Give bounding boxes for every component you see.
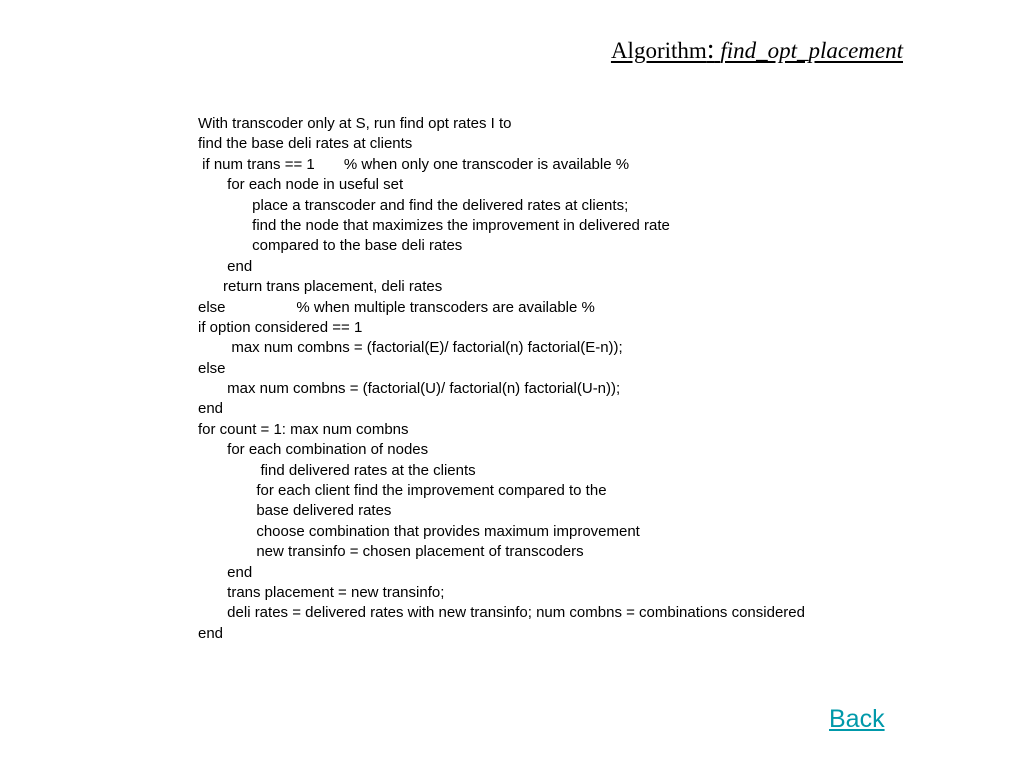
algorithm-line: max num combns = (factorial(E)/ factorial(n) factorial(E-n));	[198, 339, 623, 357]
algorithm-line: for each node in useful set	[198, 176, 404, 194]
algorithm-line: else	[198, 359, 226, 377]
algorithm-line: find the base deli rates at clients	[198, 135, 413, 153]
title-colon: :	[706, 34, 715, 65]
title-algorithm-name: find_opt_placement	[720, 38, 903, 63]
algorithm-line: choose combination that provides maximum improvement	[198, 522, 640, 540]
algorithm-line: new transinfo = chosen placement of transcoders	[198, 543, 584, 561]
algorithm-line: deli rates = delivered rates with new transinfo; num combns = combinations considered	[198, 604, 805, 622]
algorithm-line: find delivered rates at the clients	[198, 461, 476, 479]
algorithm-line: trans placement = new transinfo;	[198, 583, 445, 601]
algorithm-line: if option considered == 1	[198, 318, 363, 336]
algorithm-line: return trans placement, deli rates	[198, 278, 443, 296]
algorithm-line: With transcoder only at S, run find opt rates I to	[198, 115, 512, 132]
algorithm-line: max num combns = (factorial(U)/ factorial(n) factorial(U-n));	[198, 380, 621, 398]
algorithm-body	[198, 114, 958, 644]
algorithm-line: end	[198, 400, 224, 418]
back-link[interactable]: Back	[829, 705, 885, 733]
slide-title	[611, 34, 903, 66]
algorithm-line: end	[198, 257, 253, 275]
algorithm-line: base delivered rates	[198, 502, 392, 520]
algorithm-line: if num trans == 1 % when only one transcoder is available %	[198, 155, 630, 173]
algorithm-line: else % when multiple transcoders are available %	[198, 298, 595, 316]
algorithm-line: for each combination of nodes	[198, 441, 429, 459]
algorithm-line: end	[198, 624, 224, 642]
algorithm-line: find the node that maximizes the improvement in delivered rate	[198, 216, 670, 234]
algorithm-line: compared to the base deli rates	[198, 237, 463, 255]
algorithm-line: end	[198, 563, 253, 581]
title-word: Algorithm	[610, 38, 707, 63]
algorithm-line: for count = 1: max num combns	[198, 420, 409, 438]
algorithm-line: place a transcoder and find the delivered rates at clients;	[198, 196, 629, 214]
algorithm-line: for each client find the improvement compared to the	[198, 482, 607, 500]
